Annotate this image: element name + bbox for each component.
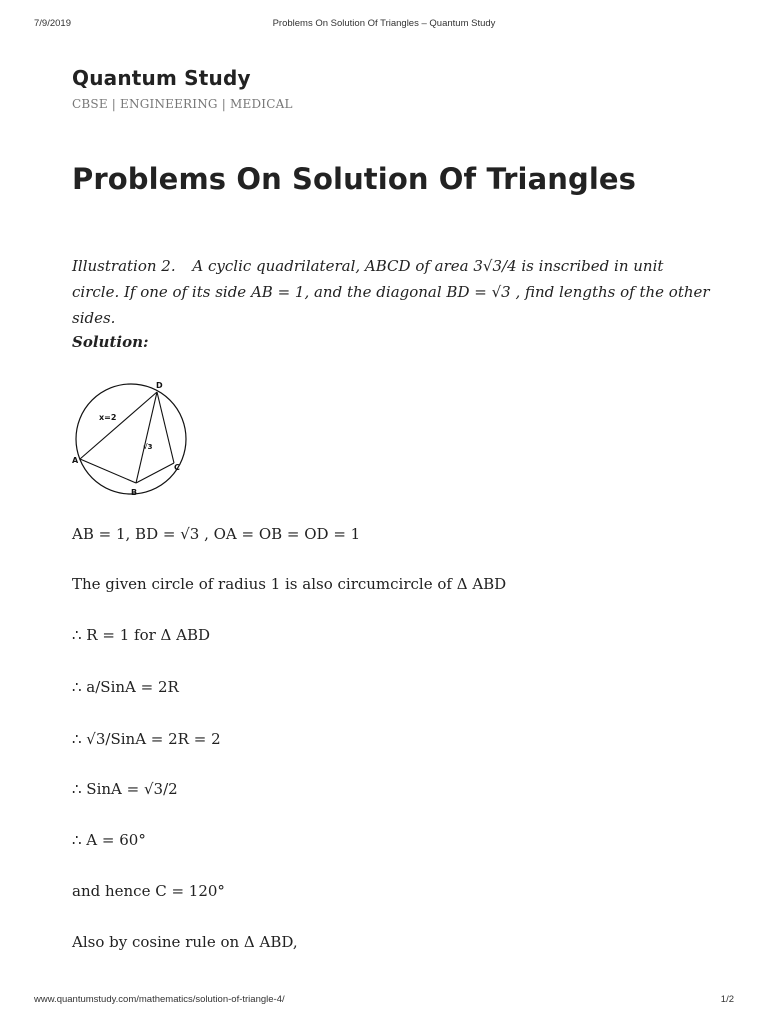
cyclic-quadrilateral-figure — [68, 377, 198, 503]
side-ab — [80, 459, 136, 483]
vertex-label-d: D — [156, 381, 163, 390]
site-tagline: CBSE | ENGINEERING | MEDICAL — [72, 97, 293, 111]
print-date: 7/9/2019 — [34, 18, 71, 29]
unit-circle — [76, 384, 186, 494]
solution-step-8: and hence C = 120° — [72, 882, 225, 900]
illustration-label: Illustration 2. — [72, 257, 176, 275]
site-title[interactable]: Quantum Study — [72, 66, 251, 90]
solution-step-9: Also by cosine rule on Δ ABD, — [72, 933, 298, 951]
solution-step-3: ∴ R = 1 for Δ ABD — [72, 626, 211, 644]
side-cd — [157, 392, 174, 463]
illustration-text: A cyclic quadrilateral, ABCD of area 3√3/4 is inscribed in unit circle. If one of its side AB = 1, and the diagonal BD = √3 , find lengths of the other sides. — [72, 257, 710, 327]
page-number: 1/2 — [720, 994, 734, 1005]
solution-step-5: ∴ √3/SinA = 2R = 2 — [72, 730, 221, 748]
solution-step-4: ∴ a/SinA = 2R — [72, 678, 179, 696]
label-root-3: √3 — [143, 443, 153, 451]
diagonal-bd — [136, 392, 157, 483]
vertex-label-a: A — [72, 456, 79, 465]
vertex-label-c: C — [174, 463, 180, 472]
illustration-paragraph — [72, 253, 712, 331]
solution-label: Solution: — [72, 333, 149, 351]
print-page-title: Problems On Solution Of Triangles – Quantum Study — [272, 18, 496, 29]
solution-step-7: ∴ A = 60° — [72, 831, 146, 849]
solution-step-2: The given circle of radius 1 is also circumcircle of Δ ABD — [72, 575, 507, 593]
solution-step-1: AB = 1, BD = √3 , OA = OB = OD = 1 — [72, 525, 361, 543]
vertex-label-b: B — [131, 488, 138, 497]
page-title: Problems On Solution Of Triangles — [72, 162, 637, 196]
page-url: www.quantumstudy.com/mathematics/solution-of-triangle-4/ — [34, 994, 285, 1005]
solution-step-6: ∴ SinA = √3/2 — [72, 780, 178, 798]
label-x-equals-2: x=2 — [99, 413, 117, 422]
